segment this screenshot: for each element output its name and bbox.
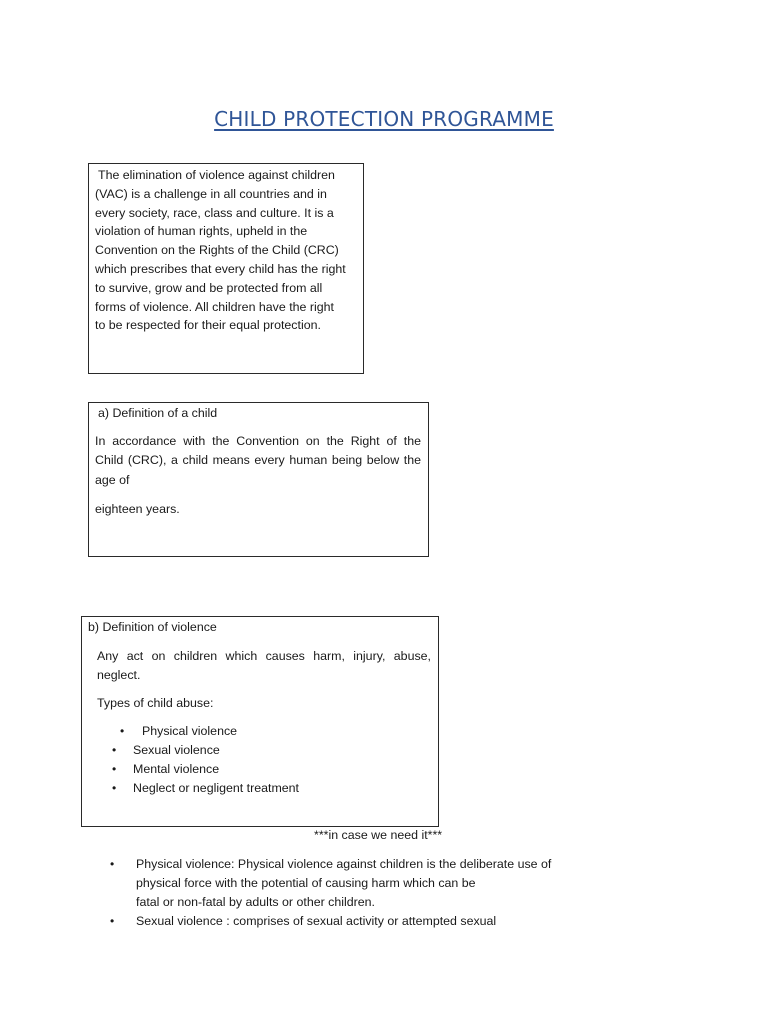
bullet-icon: • — [112, 761, 117, 776]
abuse-type-label: Physical violence — [142, 724, 238, 739]
violence-definition-body: Any act on children which causes harm, injury, abuse, neglect. — [97, 648, 431, 682]
intro-line: (VAC) is a challenge in all countries and in — [95, 186, 327, 201]
intro-line: which prescribes that every child has the right — [95, 261, 346, 276]
bullet-icon: • — [112, 742, 117, 757]
child-definition-box — [88, 402, 429, 557]
footnote: ***in case we need it*** — [314, 828, 443, 842]
intro-line: The elimination of violence against children — [98, 168, 335, 182]
list-item — [88, 779, 431, 798]
detail-line: physical force with the potential of causing harm which can be — [136, 876, 476, 890]
violence-details-list — [110, 855, 570, 931]
child-definition-tail: eighteen years. — [95, 502, 180, 517]
list-item — [110, 855, 570, 912]
list-item — [88, 760, 431, 779]
bullet-icon: • — [110, 857, 115, 871]
child-definition-heading: a) Definition of a child — [98, 406, 218, 420]
child-definition-body: In accordance with the Convention on the Right of the Child (CRC), a child means every human being below the age of — [95, 433, 421, 487]
abuse-type-label: Mental violence — [133, 761, 220, 776]
intro-line: Convention on the Rights of the Child (CRC) — [95, 243, 339, 258]
intro-line: to be respected for their equal protection. — [95, 318, 321, 333]
intro-line: forms of violence. All children have the right — [95, 299, 334, 314]
intro-line: to survive, grow and be protected from all — [95, 280, 323, 295]
detail-line: Physical violence: Physical violence against children is the deliberate use of — [136, 857, 552, 871]
intro-line: every society, race, class and culture. It is a — [95, 205, 334, 220]
bullet-icon: • — [120, 724, 125, 739]
list-item — [88, 722, 431, 741]
detail-line: Sexual violence : comprises of sexual activity or attempted sexual — [136, 914, 497, 928]
bullet-icon: • — [112, 780, 117, 795]
list-item — [110, 912, 570, 931]
bullet-icon: • — [110, 914, 115, 928]
intro-text-box — [88, 163, 364, 374]
detail-line: fatal or non-fatal by adults or other children. — [136, 895, 375, 909]
list-item — [88, 741, 431, 760]
abuse-type-label: Sexual violence — [133, 742, 220, 757]
violence-definition-heading: b) Definition of violence — [88, 620, 217, 634]
abuse-types-heading: Types of child abuse: — [97, 696, 214, 711]
abuse-type-label: Neglect or negligent treatment — [133, 780, 299, 795]
abuse-types-list — [88, 722, 431, 797]
intro-line: violation of human rights, upheld in the — [95, 224, 308, 239]
violence-definition-box — [81, 616, 439, 827]
page-title: CHILD PROTECTION PROGRAMME — [214, 107, 554, 131]
